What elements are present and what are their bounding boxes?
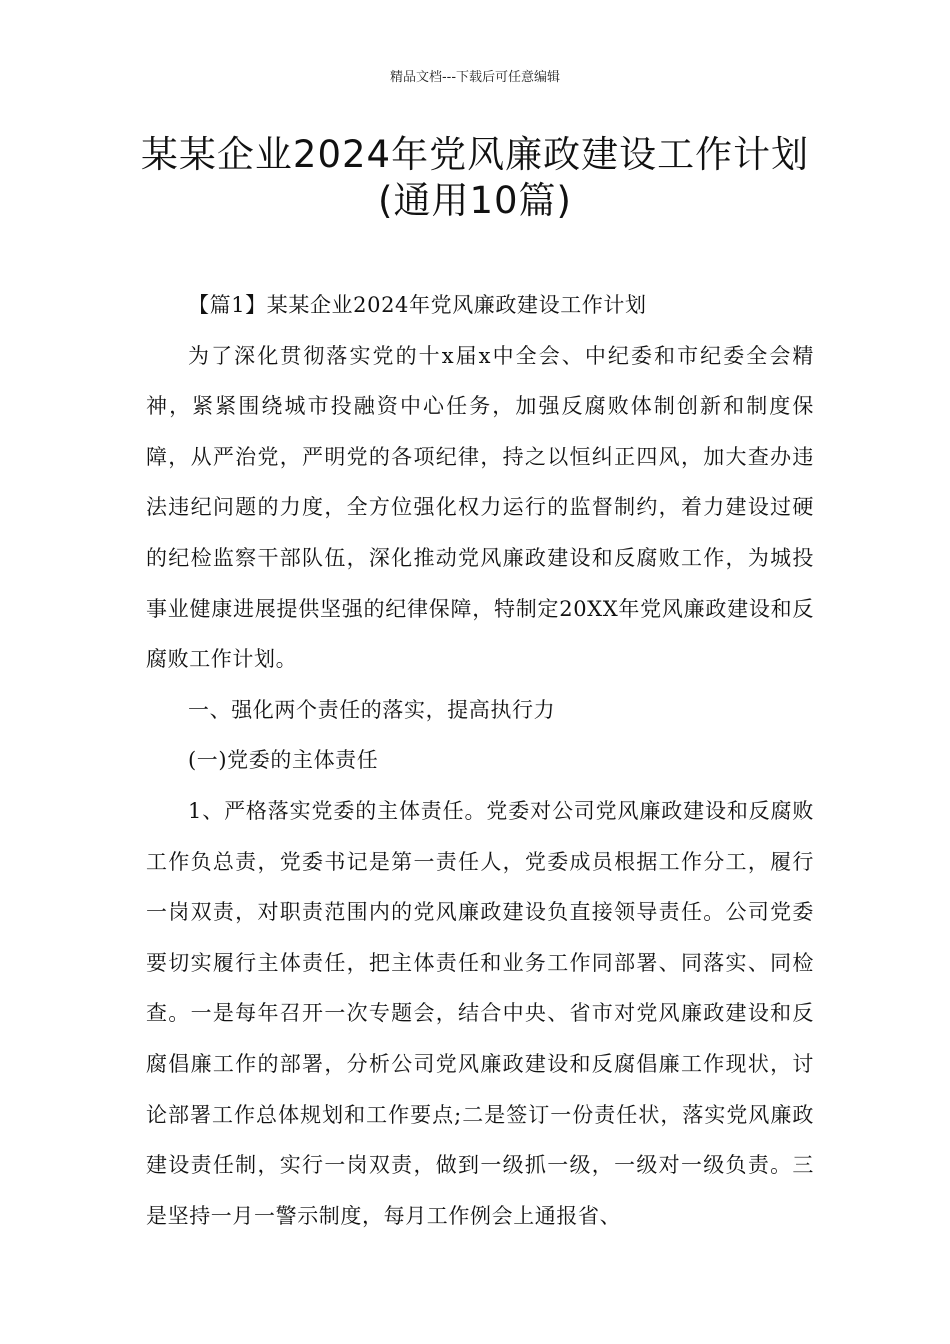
outline-subheading-1: (一)党委的主体责任 [188, 748, 379, 773]
section-heading: 【篇1】某某企业2024年党风廉政建设工作计划 [188, 293, 647, 317]
outline-heading-1: 一、强化两个责任的落实，提高执行力 [188, 697, 556, 722]
document-body [146, 280, 814, 1241]
document-title: 某某企业2024年党风廉政建设工作计划(通用10篇) [140, 133, 810, 222]
page-header-note: 精品文档---下载后可任意编辑 [389, 70, 561, 85]
intro-paragraph: 为了深化贯彻落实党的十x届x中全会、中纪委和市纪委全会精神，紧紧围绕城市投融资中心任务，加强反腐败体制创新和制度保障，从严治党，严明党的各项纪律，持之以恒纠正四风，加大查办违法违纪问题的力度，全方位强化权力运行的监督制约，着力建设过硬的纪检监察干部队伍，深化推动党风廉政建设和反腐败工作，为城投事业健康进展提供坚强的纪律保障，特制定20XX年党风廉政建设和反腐败工作计划。 [146, 343, 814, 672]
body-paragraph: 1、严格落实党委的主体责任。党委对公司党风廉政建设和反腐败工作负总责，党委书记是第一责任人，党委成员根据工作分工，履行一岗双责，对职责范围内的党风廉政建设负直接领导责任。公司党委要切实履行主体责任，把主体责任和业务工作同部署、同落实、同检查。一是每年召开一次专题会，结合中央、省市对党风廉政建设和反腐倡廉工作的部署，分析公司党风廉政建设和反腐倡廉工作现状，讨论部署工作总体规划和工作要点;二是签订一份责任状，落实党风廉政建设责任制，实行一岗双责，做到一级抓一级，一级对一级负责。三是坚持一月一警示制度，每月工作例会上通报省、 [146, 798, 814, 1228]
